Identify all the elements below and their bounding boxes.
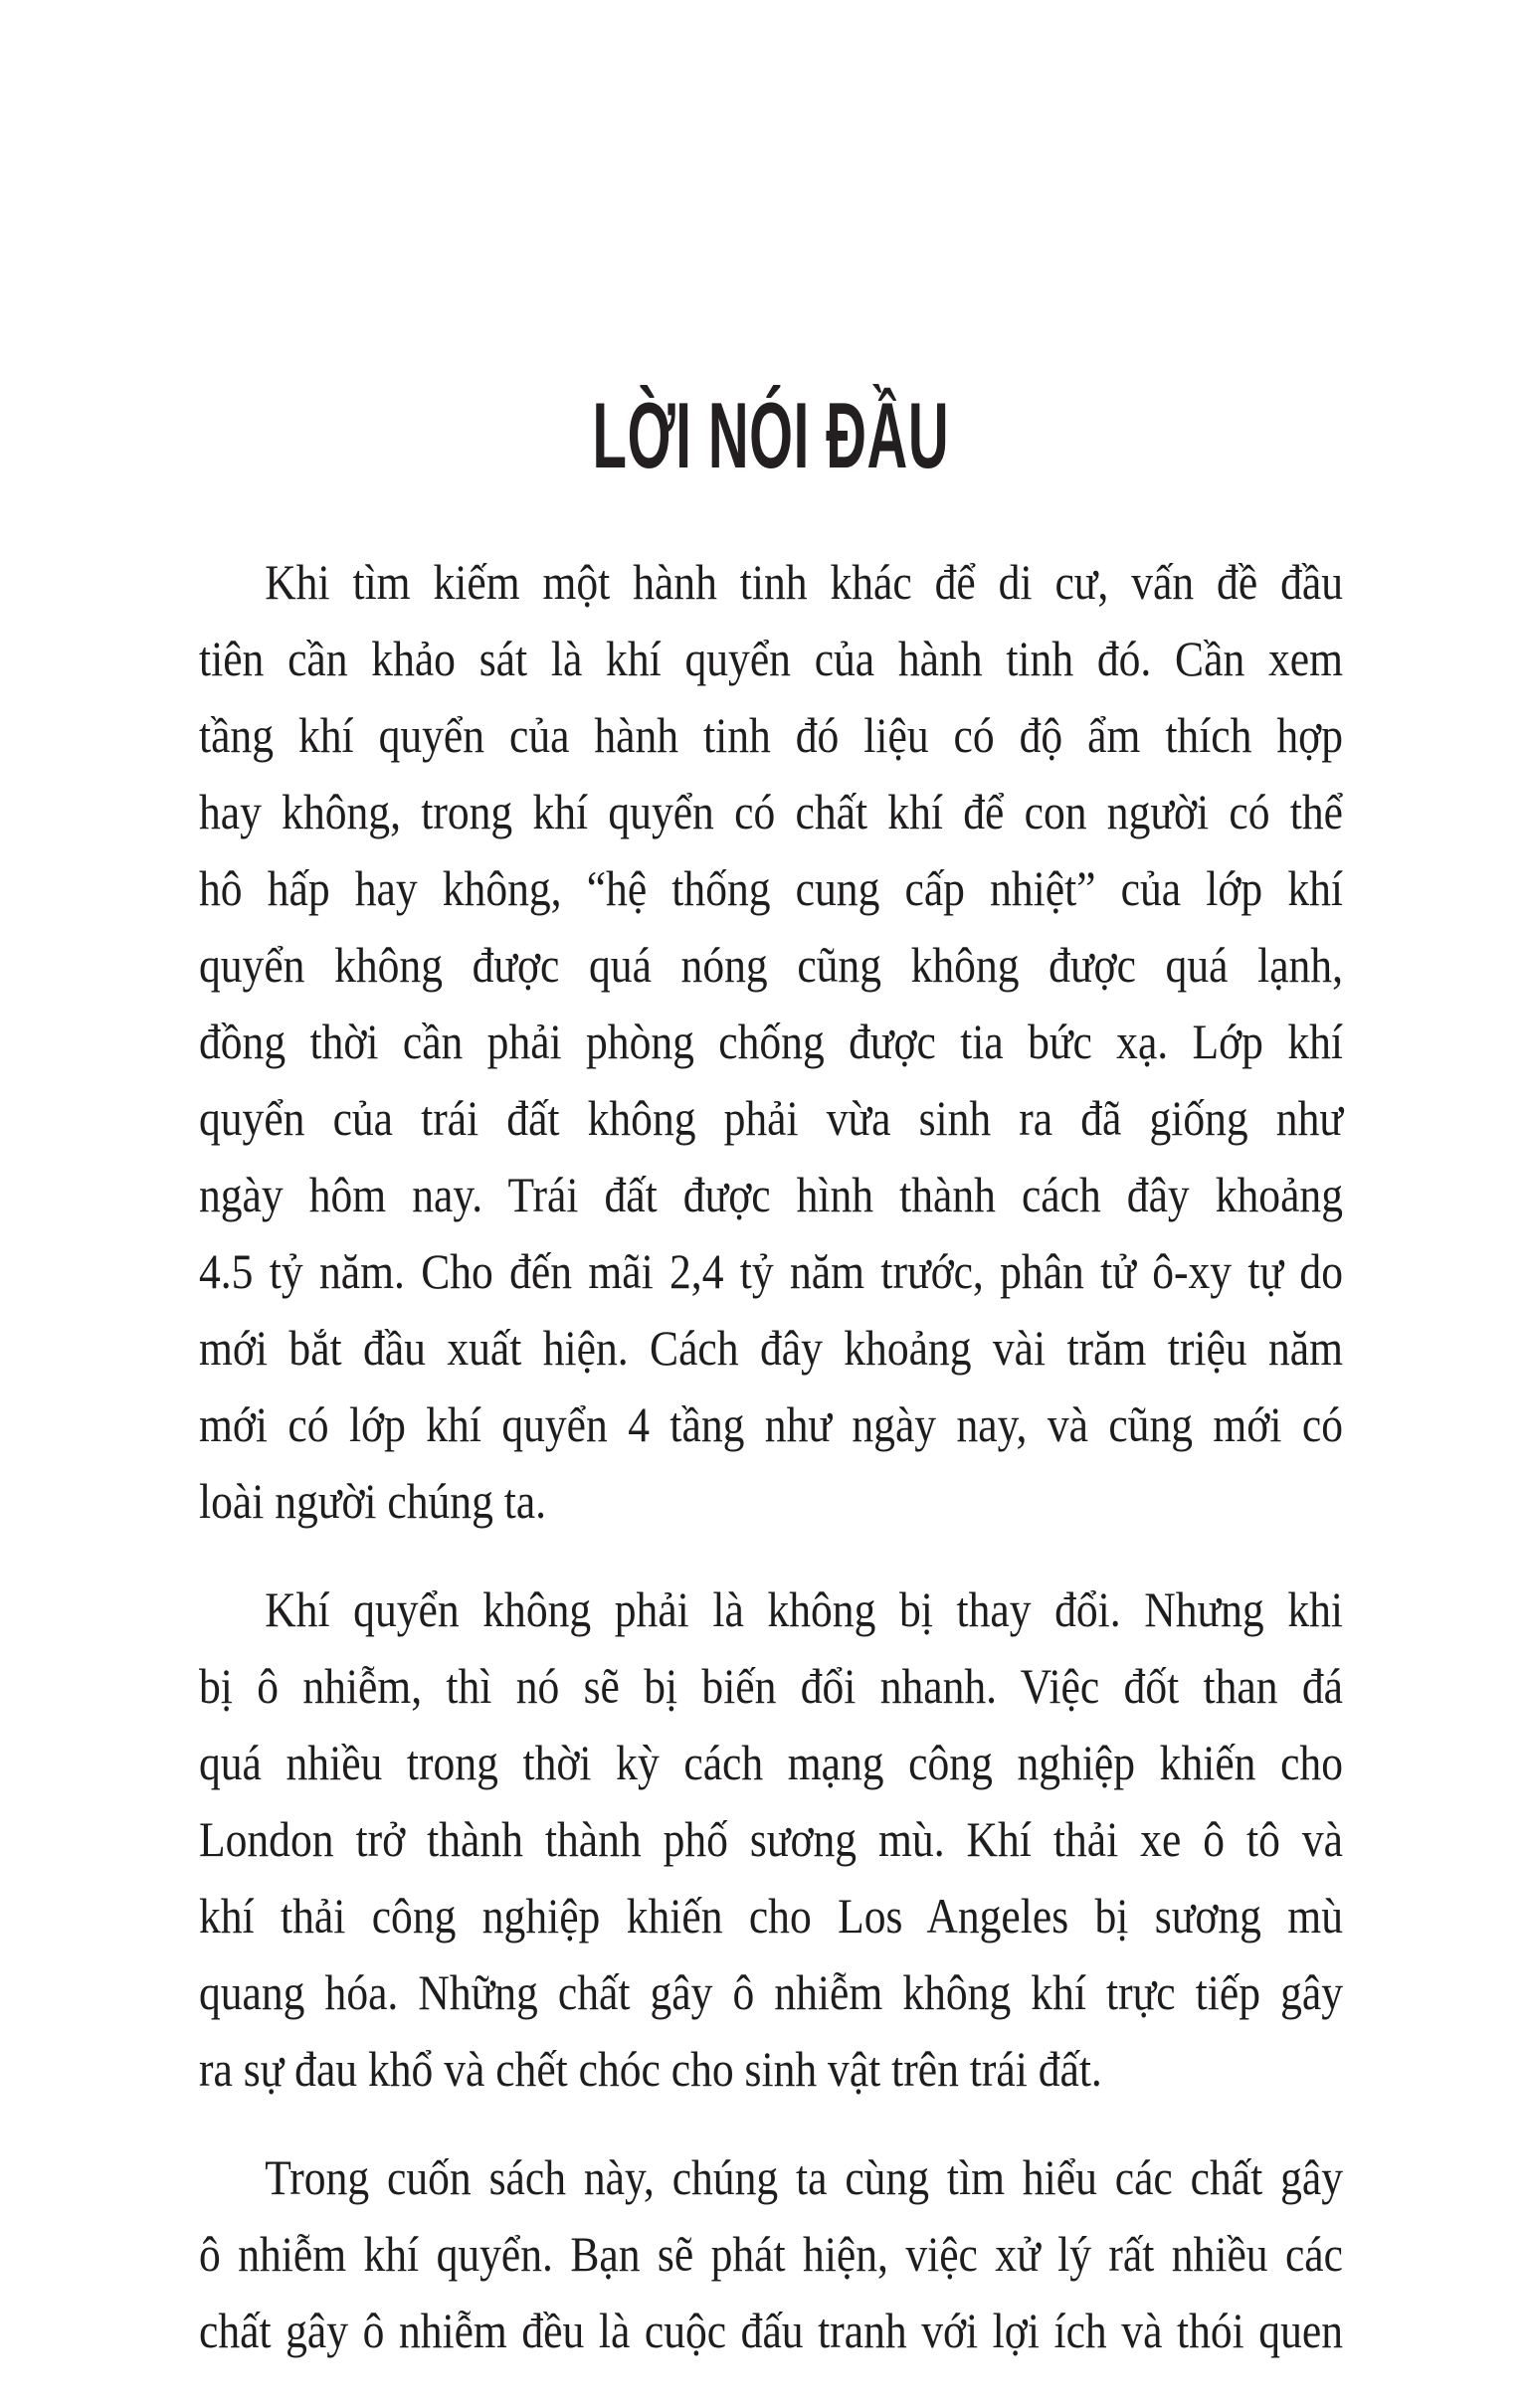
text-line: hay không, trong khí quyển có chất khí để con người có thể xyxy=(199,784,1343,839)
text-line: quyển không được quá nóng cũng không được quá lạnh, xyxy=(199,937,1343,993)
text-line: quyển của trái đất không phải vừa sinh ra đã giống như xyxy=(199,1090,1343,1146)
text-line: tiên cần khảo sát là khí quyển của hành tinh đó. Cần xem xyxy=(199,631,1343,686)
text-line: mới có lớp khí quyển 4 tầng như ngày nay, và cũng mới có xyxy=(199,1396,1343,1452)
text-line: ô nhiễm khí quyển. Bạn sẽ phát hiện, việc xử lý rất nhiều các xyxy=(199,2226,1343,2282)
text-line: Trong cuốn sách này, chúng ta cùng tìm hiểu các chất gây xyxy=(265,2149,1343,2205)
text-line: loài người chúng ta. xyxy=(199,1473,547,1529)
text-line: Khí quyển không phải là không bị thay đổi. Nhưng khi xyxy=(265,1581,1343,1637)
page-title xyxy=(199,383,1343,487)
paragraph xyxy=(199,2139,1343,2369)
text-line: chất gây ô nhiễm đều là cuộc đấu tranh với lợi ích và thói quen xyxy=(199,2303,1343,2358)
text-line: đồng thời cần phải phòng chống được tia bức xạ. Lớp khí xyxy=(199,1014,1343,1069)
paragraph xyxy=(199,1572,1343,2108)
text-line: mới bắt đầu xuất hiện. Cách đây khoảng vài trăm triệu năm xyxy=(199,1320,1343,1376)
text-line: tầng khí quyển của hành tinh đó liệu có độ ẩm thích hợp xyxy=(199,707,1343,763)
text-line: bị ô nhiễm, thì nó sẽ bị biến đổi nhanh. Việc đốt than đá xyxy=(199,1658,1343,1714)
text-line: hô hấp hay không, “hệ thống cung cấp nhiệt” của lớp khí xyxy=(199,860,1343,916)
text-line: Khi tìm kiếm một hành tinh khác để di cư, vấn đề đầu xyxy=(265,554,1343,610)
text-line: quá nhiều trong thời kỳ cách mạng công nghiệp khiến cho xyxy=(199,1735,1343,1790)
text-line: 4.5 tỷ năm. Cho đến mãi 2,4 tỷ năm trước, phân tử ô-xy tự do xyxy=(199,1243,1343,1299)
paragraph xyxy=(199,544,1343,1540)
body-text xyxy=(199,544,1343,2401)
text-line: ngày hôm nay. Trái đất được hình thành cách đây khoảng xyxy=(199,1167,1343,1222)
text-line: quang hóa. Những chất gây ô nhiễm không khí trực tiếp gây xyxy=(199,1964,1343,2020)
text-line: ra sự đau khổ và chết chóc cho sinh vật trên trái đất. xyxy=(199,2041,1102,2097)
text-line: khí thải công nghiệp khiến cho Los Angeles bị sương mù xyxy=(199,1888,1343,1944)
text-line: London trở thành thành phố sương mù. Khí thải xe ô tô và xyxy=(199,1811,1343,1867)
page-title-text: LỜI NÓI ĐẦU xyxy=(592,383,950,487)
